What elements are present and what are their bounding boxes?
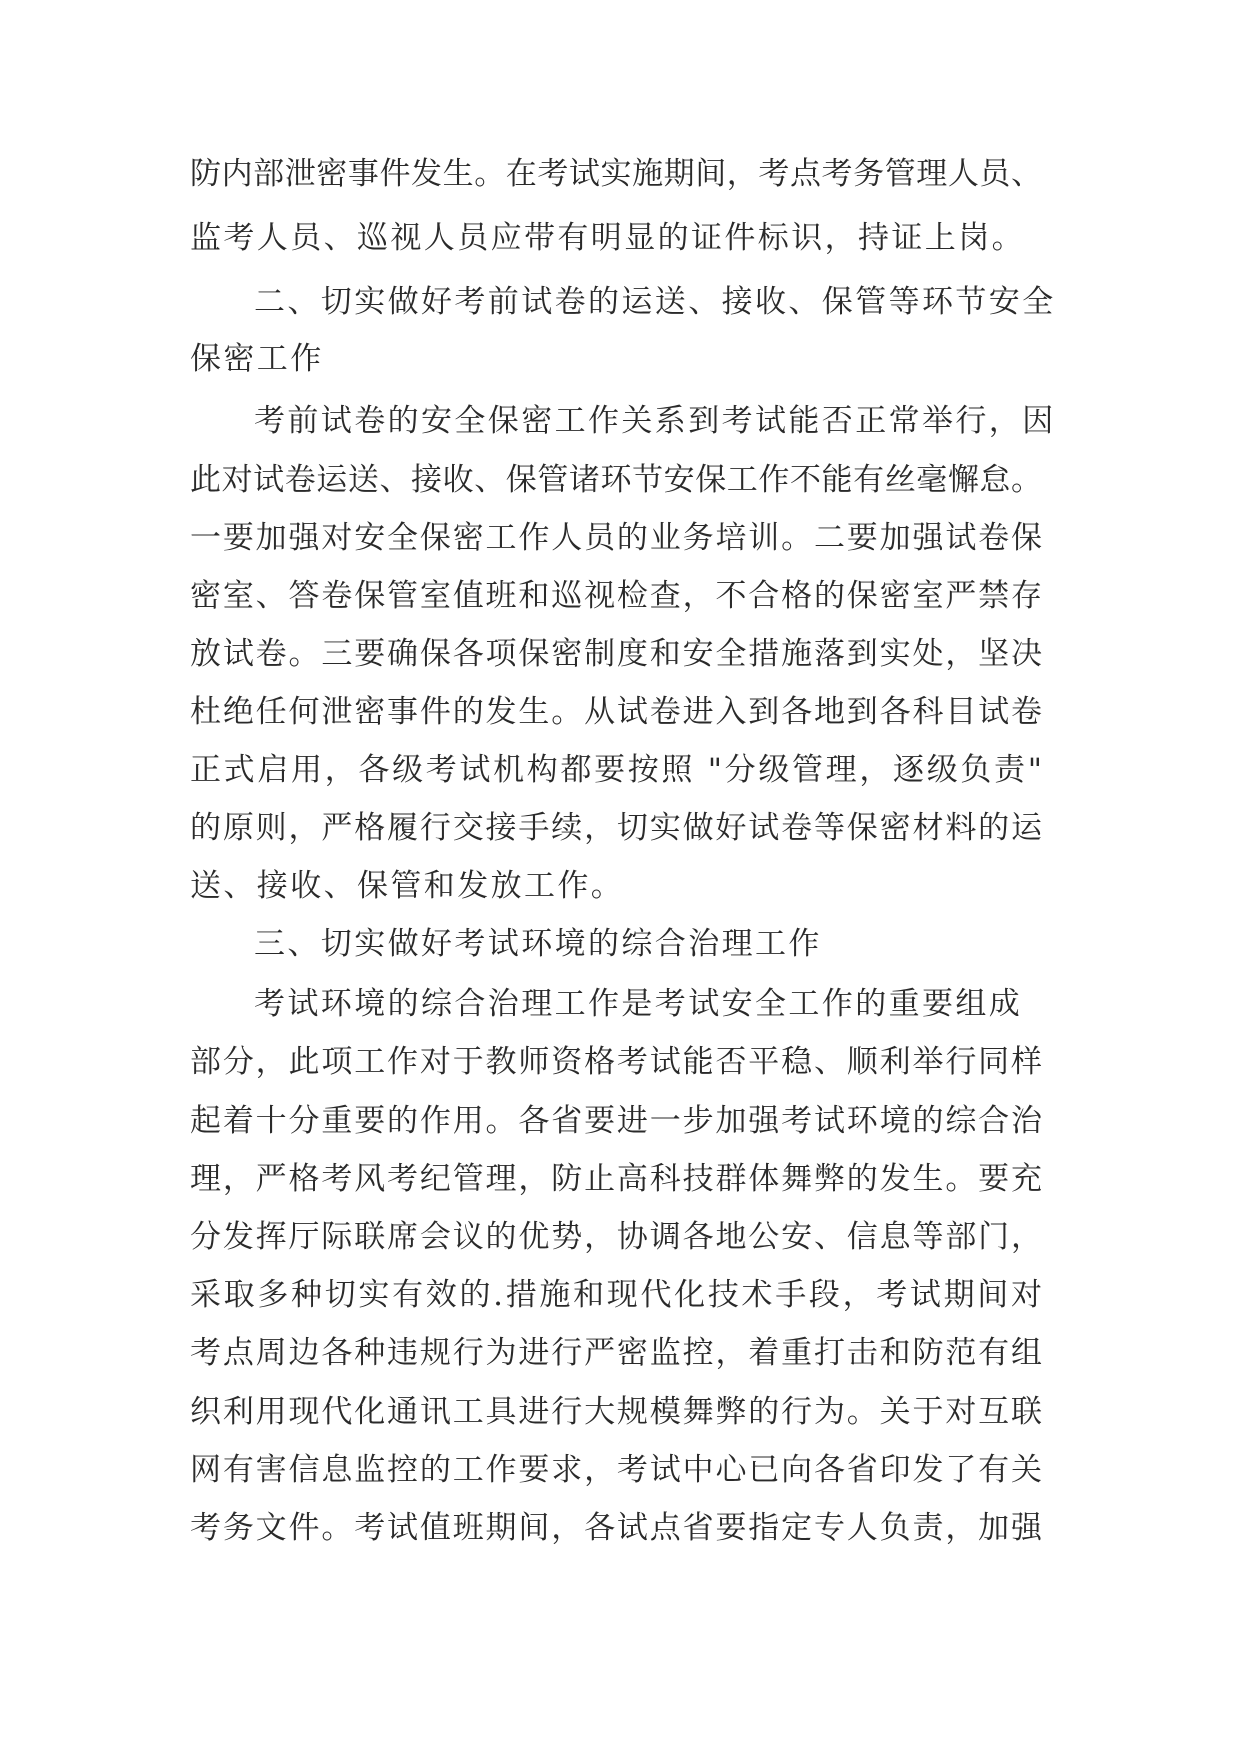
section-heading-2: 二、切实做好考前试卷的运送、接收、保管等环节安全: [254, 284, 1056, 320]
body-text-line: 杜绝任何泄密事件的发生。从试卷进入到各地到各科目试卷: [190, 694, 1042, 730]
body-text-line: 监考人员、巡视人员应带有明显的证件标识，持证上岗。: [190, 220, 1025, 256]
body-text-line: 采取多种切实有效的.措施和现代化技术手段，考试期间对: [190, 1277, 1042, 1313]
body-text-line: 起着十分重要的作用。各省要进一步加强考试环境的综合治: [190, 1103, 1042, 1139]
section-heading-3: 三、切实做好考试环境的综合治理工作: [254, 926, 822, 962]
body-text-line: 此对试卷运送、接收、保管诸环节安保工作不能有丝毫懈怠。: [190, 462, 1042, 498]
section-heading-2-continued: 保密工作: [190, 341, 324, 377]
body-text-line: 一要加强对安全保密工作人员的业务培训。二要加强试卷保: [190, 520, 1042, 556]
body-text-line: 考前试卷的安全保密工作关系到考试能否正常举行，因: [254, 403, 1056, 439]
body-text-line: 送、接收、保管和发放工作。: [190, 868, 625, 904]
body-text-line: 的原则，严格履行交接手续，切实做好试卷等保密材料的运: [190, 810, 1042, 846]
body-text-line: 考试环境的综合治理工作是考试安全工作的重要组成: [254, 986, 1023, 1022]
body-text-line: 防内部泄密事件发生。在考试实施期间，考点考务管理人员、: [190, 156, 1042, 192]
body-text-line: 织利用现代化通讯工具进行大规模舞弊的行为。关于对互联: [190, 1394, 1042, 1430]
body-text-line: 放试卷。三要确保各项保密制度和安全措施落到实处，坚决: [190, 636, 1042, 672]
body-text-line: 密室、答卷保管室值班和巡视检查，不合格的保密室严禁存: [190, 578, 1042, 614]
body-text-line: 考务文件。考试值班期间，各试点省要指定专人负责，加强: [190, 1510, 1042, 1546]
body-text-line: 分发挥厅际联席会议的优势，协调各地公安、信息等部门，: [190, 1219, 1042, 1255]
body-text-line: 理，严格考风考纪管理，防止高科技群体舞弊的发生。要充: [190, 1161, 1042, 1197]
body-text-line: 网有害信息监控的工作要求，考试中心已向各省印发了有关: [190, 1452, 1042, 1488]
body-text-line: 部分，此项工作对于教师资格考试能否平稳、顺利举行同样: [190, 1044, 1042, 1080]
body-text-line: 考点周边各种违规行为进行严密监控，着重打击和防范有组: [190, 1335, 1042, 1371]
body-text-line: 正式启用，各级考试机构都要按照 "分级管理，逐级负责": [190, 752, 1042, 788]
